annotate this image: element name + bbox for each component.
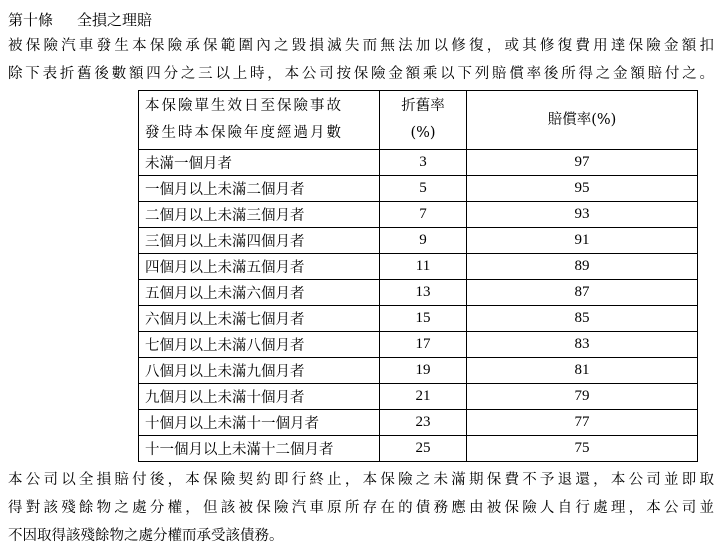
compensation-cell: 95 [467, 176, 698, 202]
period-cell: 十個月以上未滿十一個月者 [139, 410, 380, 436]
intro-paragraph [8, 32, 714, 88]
period-cell: 三個月以上未滿四個月者 [139, 228, 380, 254]
header-compensation: 賠償率(%) [467, 91, 698, 150]
compensation-cell: 89 [467, 254, 698, 280]
depreciation-cell: 23 [380, 410, 467, 436]
period-cell: 十一個月以上未滿十二個月者 [139, 436, 380, 462]
period-cell: 四個月以上未滿五個月者 [139, 254, 380, 280]
depreciation-cell: 9 [380, 228, 467, 254]
table-header-row [139, 91, 698, 150]
period-cell: 未滿一個月者 [139, 150, 380, 176]
compensation-cell: 77 [467, 410, 698, 436]
period-cell: 九個月以上未滿十個月者 [139, 384, 380, 410]
table-row [139, 280, 698, 306]
article-heading [8, 8, 714, 32]
period-cell: 六個月以上未滿七個月者 [139, 306, 380, 332]
compensation-cell: 85 [467, 306, 698, 332]
period-cell: 二個月以上未滿三個月者 [139, 202, 380, 228]
depreciation-cell: 19 [380, 358, 467, 384]
depreciation-table [138, 90, 698, 462]
compensation-cell: 81 [467, 358, 698, 384]
depreciation-cell: 15 [380, 306, 467, 332]
table-row [139, 176, 698, 202]
table-row [139, 332, 698, 358]
period-cell: 七個月以上未滿八個月者 [139, 332, 380, 358]
depreciation-cell: 21 [380, 384, 467, 410]
depreciation-cell: 7 [380, 202, 467, 228]
depreciation-cell: 13 [380, 280, 467, 306]
compensation-cell: 91 [467, 228, 698, 254]
article-number: 第十條 [8, 11, 54, 29]
compensation-cell: 83 [467, 332, 698, 358]
table-row [139, 358, 698, 384]
closing-line: 得對該殘餘物之處分權，但該被保險汽車原所存在的債務應由被保險人自行處理，本公司並 [8, 500, 714, 516]
table-row [139, 410, 698, 436]
depreciation-cell: 3 [380, 150, 467, 176]
table-row [139, 254, 698, 280]
depreciation-cell: 5 [380, 176, 467, 202]
table-row [139, 306, 698, 332]
depreciation-cell: 17 [380, 332, 467, 358]
period-cell: 八個月以上未滿九個月者 [139, 358, 380, 384]
header-period: 本保險單生效日至保險事故 發生時本保險年度經過月數 [139, 91, 380, 150]
compensation-cell: 79 [467, 384, 698, 410]
compensation-cell: 75 [467, 436, 698, 462]
depreciation-cell: 25 [380, 436, 467, 462]
table-row [139, 150, 698, 176]
period-cell: 五個月以上未滿六個月者 [139, 280, 380, 306]
closing-line: 不因取得該殘餘物之處分權而承受該債務。 [8, 528, 284, 544]
header-depreciation: 折舊率 (%) [380, 91, 467, 150]
article-title: 全損之理賠 [77, 11, 153, 29]
depreciation-cell: 11 [380, 254, 467, 280]
table-row [139, 202, 698, 228]
table-row [139, 436, 698, 462]
closing-line: 本公司以全損賠付後，本保險契約即行終止，本保險之未滿期保費不予退還，本公司並即取 [8, 472, 714, 488]
compensation-cell: 87 [467, 280, 698, 306]
compensation-cell: 97 [467, 150, 698, 176]
intro-line: 除下表折舊後數額四分之三以上時，本公司按保險金額乘以下列賠償率後所得之金額賠付之。 [8, 66, 714, 82]
table-row [139, 228, 698, 254]
compensation-cell: 93 [467, 202, 698, 228]
intro-line: 被保險汽車發生本保險承保範圍內之毀損滅失而無法加以修復，或其修復費用達保險金額扣 [8, 38, 714, 54]
period-cell: 一個月以上未滿二個月者 [139, 176, 380, 202]
closing-paragraph [8, 466, 714, 550]
table-row [139, 384, 698, 410]
